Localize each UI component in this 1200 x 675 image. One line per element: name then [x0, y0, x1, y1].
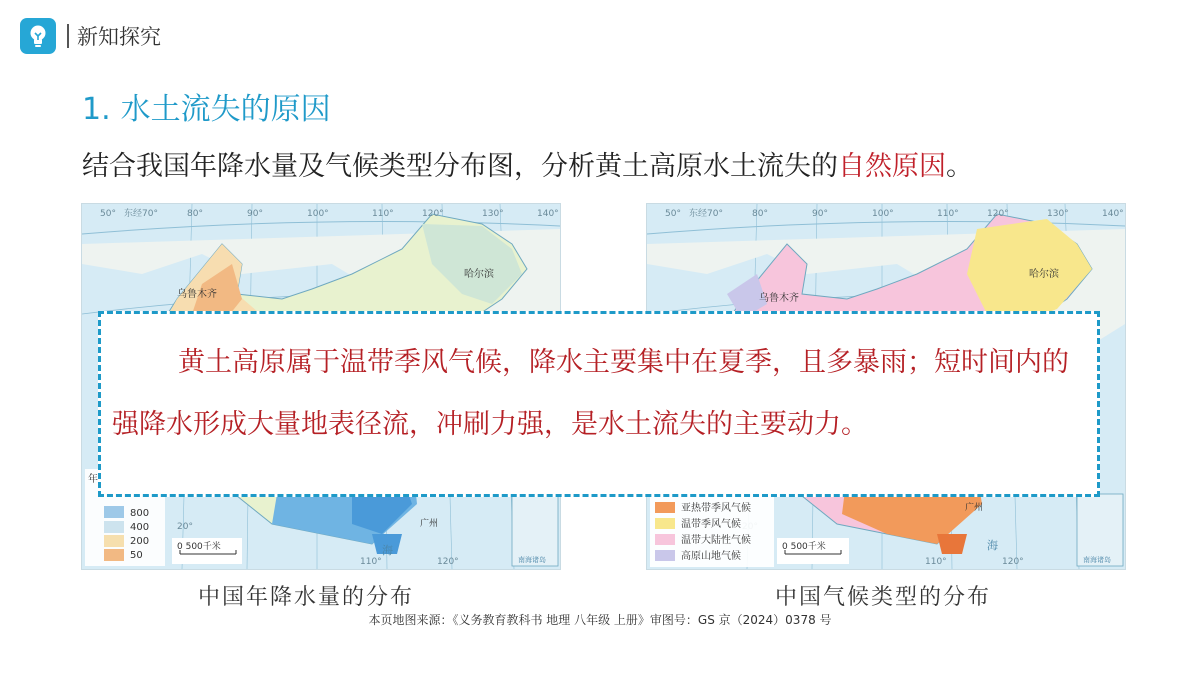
- lon-label-7: 120°: [422, 209, 444, 219]
- lon-label-6: 110°: [372, 209, 394, 219]
- lon-label-6: 110°: [937, 209, 959, 219]
- legend-200: 200: [130, 536, 150, 547]
- lon-label-3: 80°: [752, 209, 768, 219]
- legend-temperate-continental: 温带大陆性气候: [681, 535, 751, 546]
- city-guangzhou: 广州: [420, 519, 439, 529]
- legend-50: 50: [130, 550, 143, 561]
- question-end: 。: [946, 151, 973, 182]
- lon-label-5: 100°: [872, 209, 894, 219]
- scale-label: 0 500千米: [782, 542, 826, 552]
- legend-400: 400: [130, 522, 150, 533]
- legend-temperate-monsoon: 温带季风气候: [681, 519, 741, 530]
- lon-label-1: 50°: [665, 209, 681, 219]
- lightbulb-icon: [20, 18, 56, 54]
- section-title: 新知探究: [77, 25, 161, 49]
- lat-label-3: 120°: [437, 557, 459, 567]
- lon-label-9: 140°: [537, 209, 559, 219]
- legend-title: 年: [88, 474, 98, 485]
- lon-label-8: 130°: [482, 209, 504, 219]
- lon-label-9: 140°: [1102, 209, 1124, 219]
- lat-label-2: 110°: [925, 557, 947, 567]
- answer-box: [98, 311, 1100, 497]
- legend-plateau: 高原山地气候: [681, 551, 741, 562]
- legend-subtropical: 亚热带季风气候: [681, 503, 751, 514]
- lat-label-2: 110°: [360, 557, 382, 567]
- sea-label: 海: [987, 539, 998, 552]
- page-title: [82, 84, 331, 128]
- city-harbin: 哈尔滨: [1029, 269, 1059, 280]
- lat-label-3: 120°: [1002, 557, 1024, 567]
- legend-800: 800: [130, 508, 150, 519]
- lon-label-7: 120°: [987, 209, 1009, 219]
- city-harbin: 哈尔滨: [464, 269, 494, 280]
- lon-label-4: 90°: [812, 209, 828, 219]
- question-main: 结合我国年降水量及气候类型分布图，分析黄土高原水土流失的: [82, 151, 838, 182]
- question-highlight: 自然原因: [838, 151, 946, 182]
- header: [20, 18, 161, 54]
- lon-label-2: 东经70°: [689, 209, 723, 219]
- title-text: 水土流失的原因: [120, 92, 331, 127]
- lon-label-2: 东经70°: [124, 209, 158, 219]
- climate-map-caption: 中国气候类型的分布: [775, 585, 992, 610]
- lat-label-1: 20°: [177, 522, 193, 532]
- lon-label-8: 130°: [1047, 209, 1069, 219]
- inset-label: 南海诸岛: [518, 556, 546, 564]
- scale-label: 0 500千米: [177, 542, 221, 552]
- precipitation-map-caption: 中国年降水量的分布: [198, 585, 415, 610]
- inset-label: 南海诸岛: [1083, 556, 1111, 564]
- question-text: [82, 144, 973, 183]
- lon-label-4: 90°: [247, 209, 263, 219]
- lon-label-5: 100°: [307, 209, 329, 219]
- city-guangzhou: 广州: [965, 503, 984, 513]
- answer-text: 黄土高原属于温带季风气候，降水主要集中在夏季，且多暴雨；短时间内的强降水形成大量地表径流，冲刷力强，是水土流失的主要动力。: [112, 347, 1069, 440]
- city-urumqi: 乌鲁木齐: [177, 289, 217, 300]
- lon-label-3: 80°: [187, 209, 203, 219]
- map-source-note: 本页地图来源：《义务教育教科书 地理 八年级 上册》审图号：GS 京（2024）0378 号: [368, 613, 832, 627]
- lon-label-1: 50°: [100, 209, 116, 219]
- header-separator: [67, 24, 69, 48]
- city-urumqi: 乌鲁木齐: [759, 293, 799, 304]
- sea-label: 海: [382, 544, 393, 557]
- title-number: 1.: [82, 92, 111, 127]
